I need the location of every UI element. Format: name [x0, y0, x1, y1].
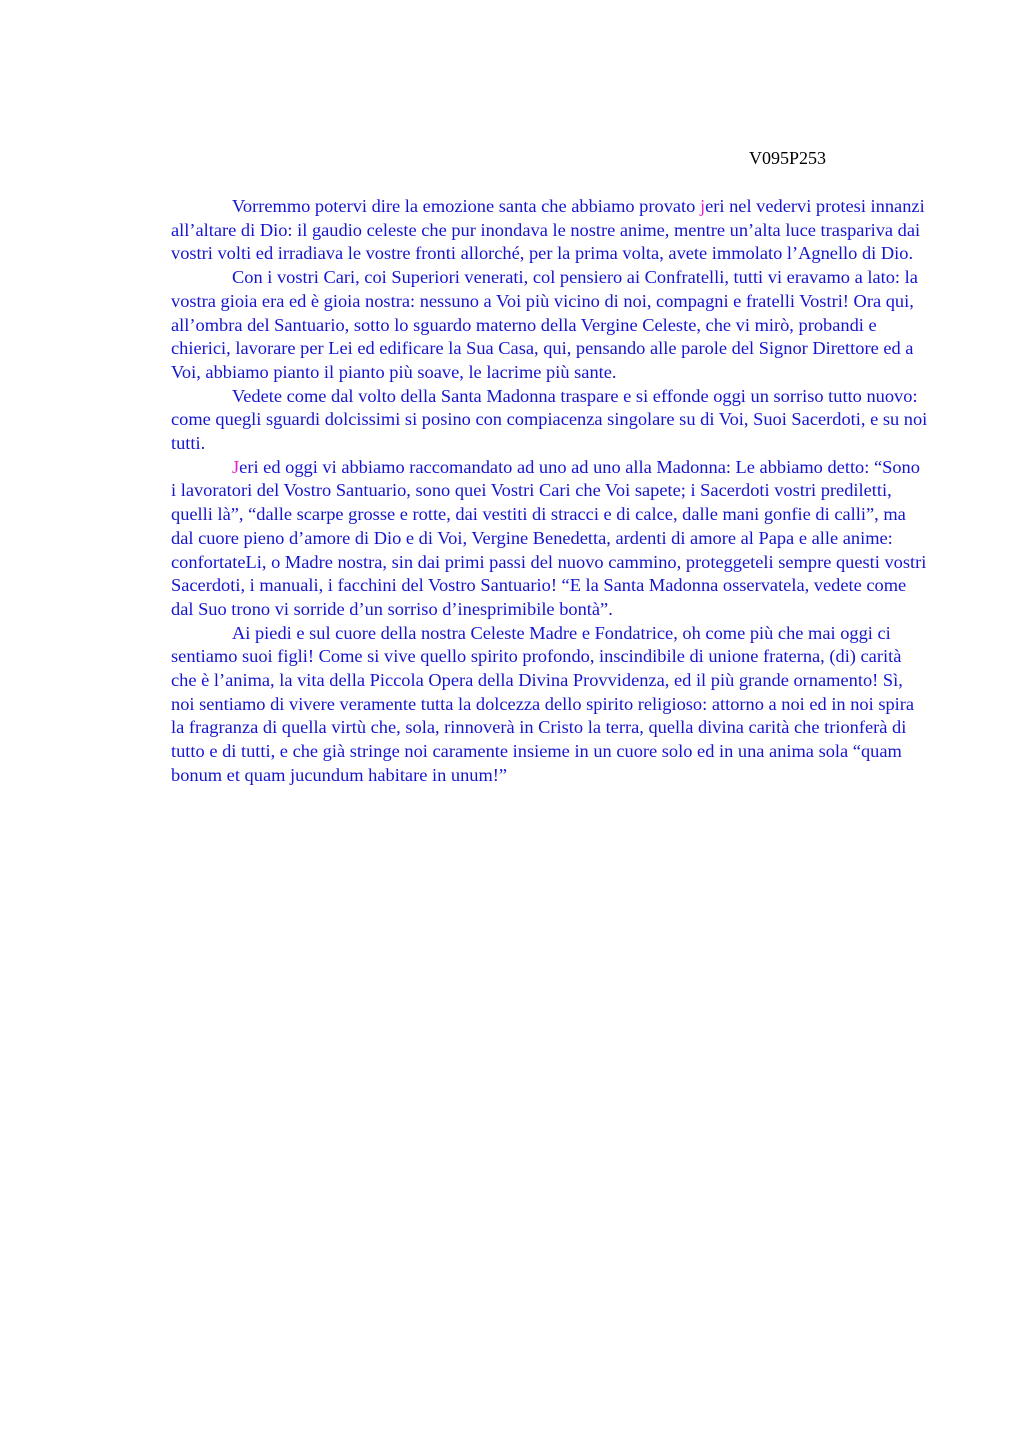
paragraph-text: Vedete come dal volto della Santa Madonna traspare e si effonde oggi un sorriso tutto nuovo: come quegli sguardi dolcissimi si posino con compiacenza singolare su di Voi, Suoi Sacerdoti, e su noi tutti.: [171, 385, 928, 454]
paragraph-3: [171, 385, 929, 456]
paragraph-2: [171, 266, 929, 385]
paragraph-1: [171, 195, 929, 266]
paragraph-text: Vorremmo potervi dire la emozione santa che abbiamo provato: [232, 196, 700, 216]
paragraph-text: Con i vostri Cari, coi Superiori venerati, col pensiero ai Confratelli, tutti vi eravamo a lato: la vostra gioia era ed è gioia nostra: nessuno a Voi più vicino di noi, compagni e fratelli Vostri! Ora qui, all’ombra del Santuario, sotto lo sguardo materno della Vergine Celeste, che vi mirò, probandi e chierici, lavorare per Lei ed edificare la Sua Casa, qui, pensando alle parole del Signor Direttore ed a Voi, abbiamo pianto il pianto più soave, le lacrime più sante.: [171, 267, 918, 382]
highlighted-letter: j: [699, 196, 706, 216]
paragraph-5: [171, 622, 929, 788]
page-code: V095P253: [749, 148, 827, 168]
paragraph-text: eri nel vedervi protesi innanzi all’altare di Dio: il gaudio celeste che pur inondava le nostre anime, mentre un’alta luce traspariva dai vostri volti ed irradiava le vostre fronti allorché, per la prima volta, avete immolato l’Agnello di Dio.: [171, 196, 925, 264]
document-body: [171, 195, 929, 788]
paragraph-4: [171, 456, 929, 622]
paragraph-text: eri ed oggi vi abbiamo raccomandato ad uno ad uno alla Madonna: Le abbiamo detto: “Sono i lavoratori del Vostro Santuario, sono quei Vostri Cari che Voi sapete; i Sacerdoti vostri prediletti, quelli là”, “dalle scarpe grosse e rotte, dai vestiti di stracci e di calce, dalle mani gonfie di calli”, ma dal cuore pieno d’amore di Dio e di Voi, Vergine Benedetta, ardenti di amore al Papa e alle anime: confortateLi, o Madre nostra, sin dai primi passi del nuovo cammino, proteggeteli sempre questi vostri Sacerdoti, i manuali, i facchini del Vostro Santuario! “E la Santa Madonna osservatela, vedete come dal Suo trono vi sorride d’un sorriso d’inesprimibile bontà”.: [171, 456, 927, 619]
paragraph-text: Ai piedi e sul cuore della nostra Celeste Madre e Fondatrice, oh come più che mai oggi ci sentiamo suoi figli! Come si vive quello spirito profondo, inscindibile di unione fraterna, (di) carità che è l’anima, la vita della Piccola Opera della Divina Provvidenza, ed il più grande ornamento! Sì, noi sentiamo di vivere veramente tutta la dolcezza dello spirito religioso: attorno a noi ed in noi spira la fragranza di quella virtù che, sola, rinnoverà in Cristo la terra, quella divina carità che trionferà di tutto e di tutti, e che già stringe noi caramente insieme in un cuore solo ed in una anima sola “quam bonum et quam jucundum habitare in unum!”: [171, 622, 915, 785]
highlighted-letter: J: [232, 456, 240, 477]
